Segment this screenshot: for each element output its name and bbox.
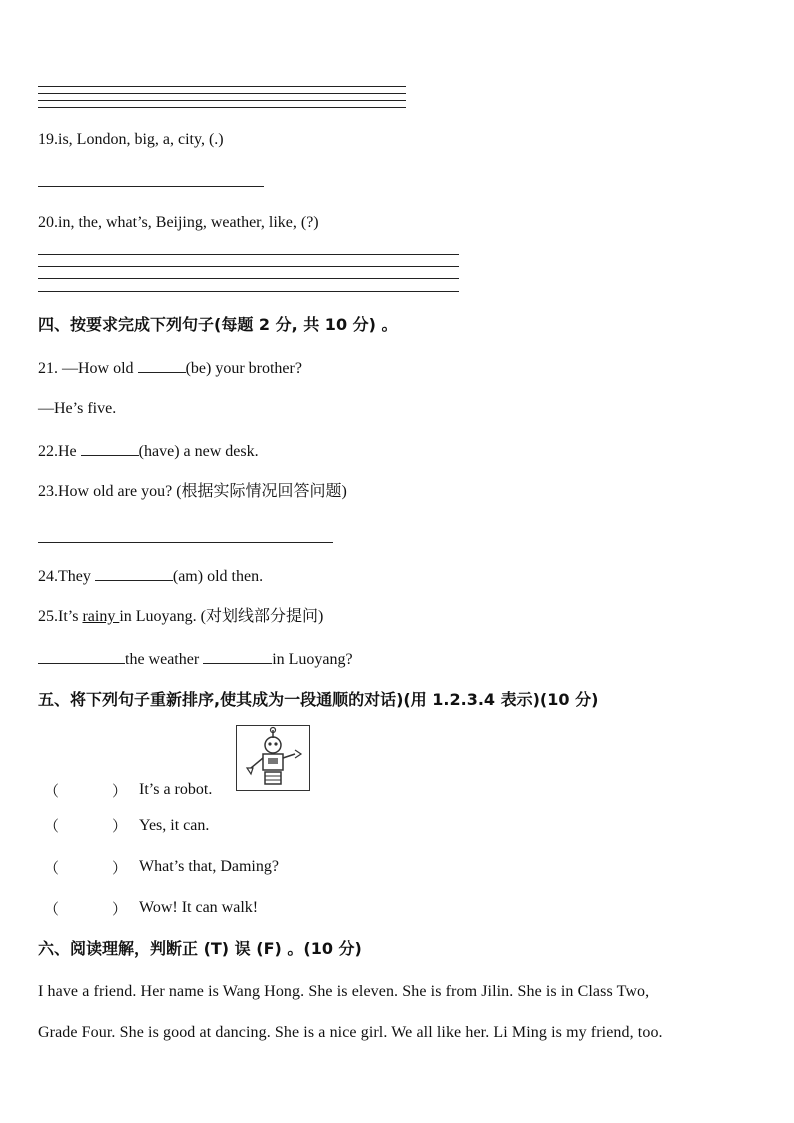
fill-blank[interactable] [38,649,125,664]
question-21-answer: —He’s five. [38,400,117,417]
answer-line-20 [38,291,459,292]
dialogue-sentence: Wow! It can walk! [139,899,259,916]
answer-line-20 [38,278,459,279]
question-22 [38,441,259,462]
answer-paren[interactable]: （ [44,784,60,800]
answer-line-23 [38,542,333,543]
answer-paren[interactable]: （ [44,861,60,877]
underlined-word: rainy [82,608,120,625]
answer-line-20 [38,254,459,255]
fill-blank[interactable] [81,441,139,456]
question-25-suffix: in Luoyang. (对划线部分提问) [119,608,324,625]
answer-paren[interactable]: （ [44,819,60,835]
fill-blank[interactable] [138,358,186,373]
answer-line-19 [38,186,264,187]
dialogue-sentence: Yes, it can. [139,817,210,834]
answer-line [38,86,406,87]
question-24 [38,566,263,587]
answer-line [38,93,406,94]
question-20: 20.in, the, what’s, Beijing, weather, like, (?) [38,214,319,231]
reading-passage-line: I have a friend. Her name is Wang Hong. She is eleven. She is from Jilin. She is in Class Two, [38,983,650,1000]
question-21-suffix: (be) your brother? [185,360,302,377]
section-5-title: 五、将下列句子重新排序,使其成为一段通顺的对话)(用 1.2.3.4 表示)(10 分) [38,690,599,709]
robot-icon [237,726,309,790]
reading-passage-line: Grade Four. She is good at dancing. She is a nice girl. We all like her. Li Ming is my friend, too. [38,1024,663,1041]
question-25-mid: the weather [125,651,204,668]
question-21 [38,358,302,379]
answer-paren: ） [112,902,128,918]
fill-blank[interactable] [203,649,272,664]
robot-image [236,725,310,791]
question-22-prefix: 22.He [38,443,81,460]
question-19: 19.is, London, big, a, city, (.) [38,131,224,148]
section-4-title: 四、按要求完成下列句子(每题 2 分, 共 10 分) 。 [38,315,398,334]
question-22-suffix: (have) a new desk. [138,443,259,460]
answer-paren: ） [112,784,128,800]
answer-paren: ） [112,861,128,877]
answer-line [38,100,406,101]
question-25-end: in Luoyang? [272,651,353,668]
answer-line [38,107,406,108]
dialogue-sentence: It’s a robot. [139,781,213,798]
question-24-suffix: (am) old then. [172,568,264,585]
question-25-prefix: 25.It’s [38,608,83,625]
question-23: 23.How old are you? (根据实际情况回答问题) [38,483,347,500]
dialogue-sentence: What’s that, Daming? [139,858,279,875]
section-6-title: 六、阅读理解，判断正 (T) 误 (F) 。(10 分) [38,939,362,958]
question-24-prefix: 24.They [38,568,95,585]
question-25 [38,607,323,627]
question-25-answer [38,649,353,670]
fill-blank[interactable] [95,566,173,581]
question-21-prefix: 21. —How old [38,360,138,377]
answer-paren[interactable]: （ [44,902,60,918]
answer-paren: ） [112,819,128,835]
answer-line-20 [38,266,459,267]
